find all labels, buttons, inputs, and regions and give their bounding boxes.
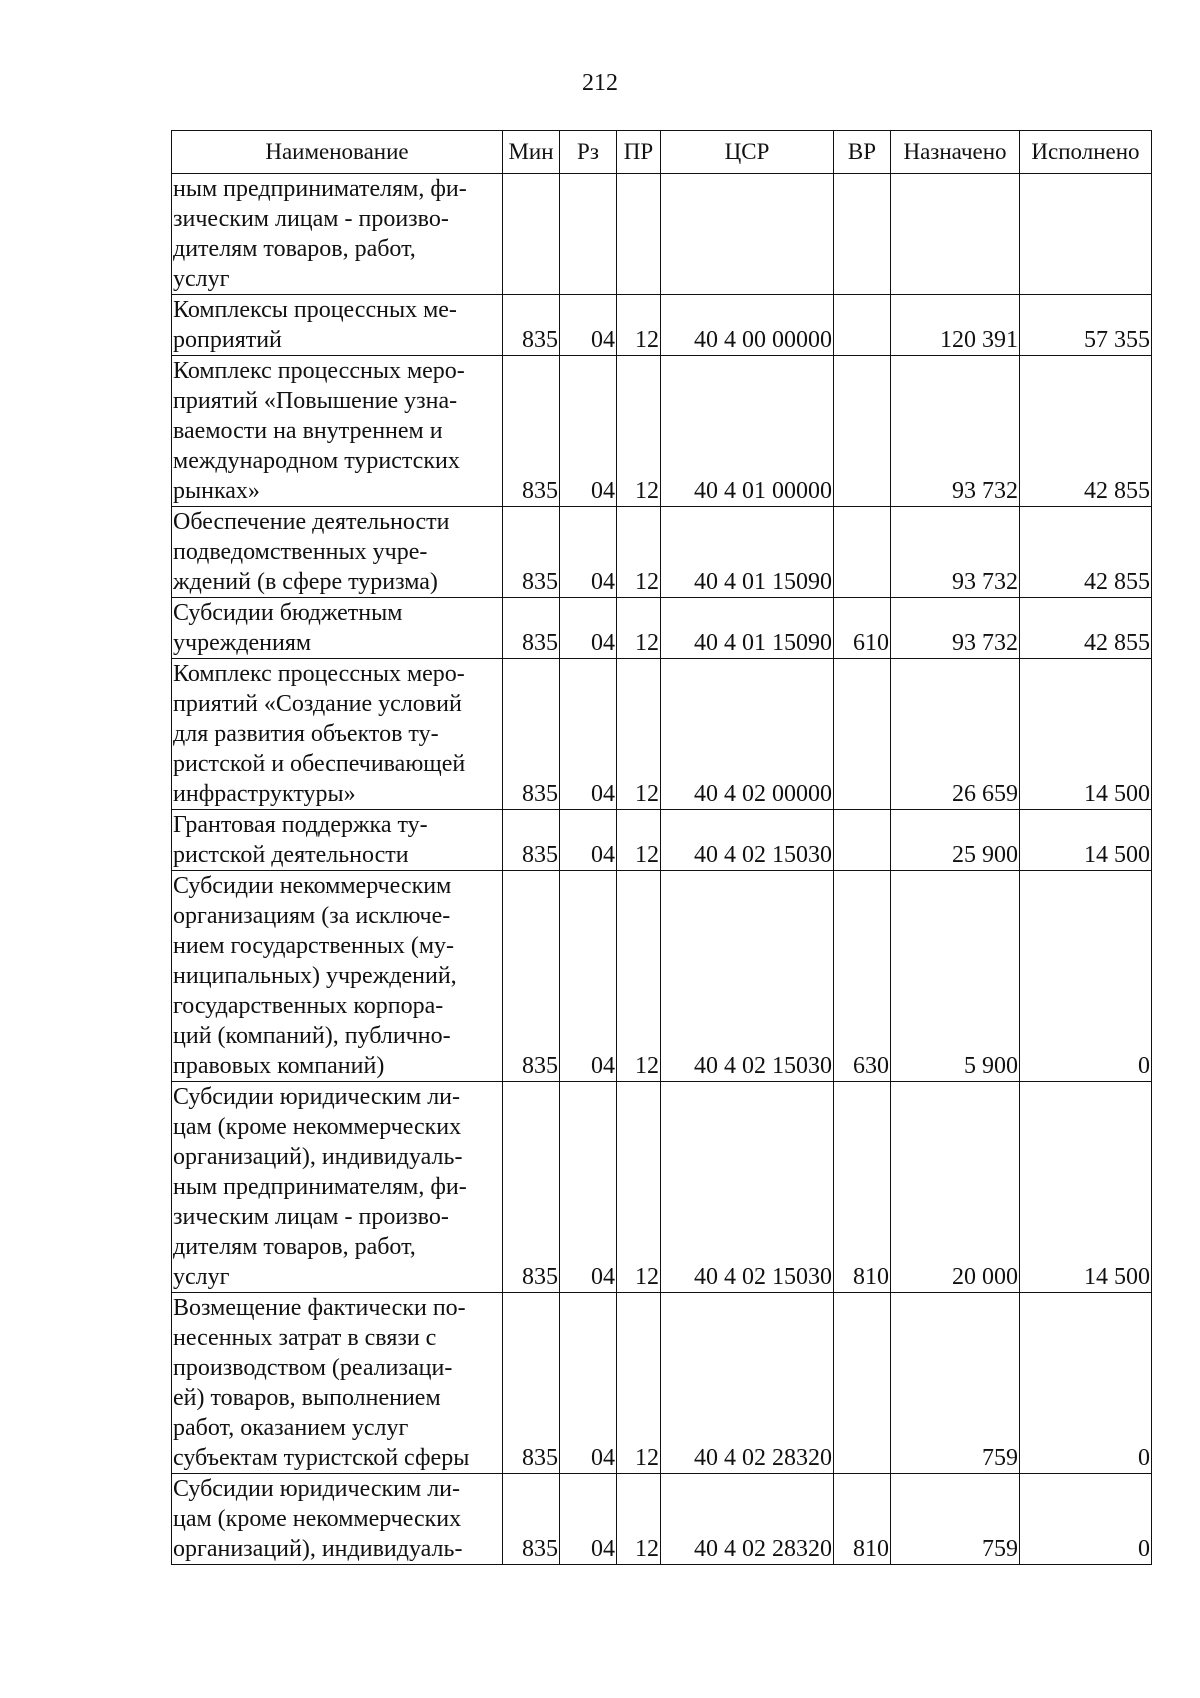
header-vr: ВР — [834, 131, 891, 174]
cell-assigned: 5 900 — [891, 871, 1020, 1082]
cell-assigned: 93 732 — [891, 507, 1020, 598]
cell-name-line: организаций), индивидуаль- — [173, 1536, 463, 1562]
cell-rz: 04 — [560, 598, 617, 659]
cell-name-line: правовых компаний) — [173, 1053, 385, 1079]
cell-name — [172, 507, 503, 598]
cell-name-line: работ, оказанием услуг — [173, 1415, 409, 1441]
table-row — [172, 507, 1152, 598]
cell-name — [172, 659, 503, 810]
cell-assigned: 120 391 — [891, 295, 1020, 356]
table-row — [172, 295, 1152, 356]
cell-min: 835 — [503, 1082, 560, 1293]
cell-rz: 04 — [560, 295, 617, 356]
cell-name-line: Субсидии бюджетным — [173, 600, 403, 626]
cell-executed: 42 855 — [1020, 356, 1152, 507]
cell-min: 835 — [503, 598, 560, 659]
cell-name-line: цам (кроме некоммерческих — [173, 1114, 462, 1140]
cell-name-line: для развития объектов ту- — [173, 721, 439, 747]
cell-name-line: зическим лицам - произво- — [173, 1204, 449, 1230]
cell-executed: 0 — [1020, 871, 1152, 1082]
cell-assigned: 25 900 — [891, 810, 1020, 871]
header-name: Наименование — [172, 131, 503, 174]
cell-name-line: дителям товаров, работ, — [173, 236, 416, 262]
cell-name-line: ным предпринимателям, фи- — [173, 176, 467, 202]
cell-executed: 0 — [1020, 1474, 1152, 1565]
cell-name-line: Субсидии некоммерческим — [173, 873, 452, 899]
cell-name-line: роприятий — [173, 327, 282, 353]
cell-csr: 40 4 00 00000 — [661, 295, 834, 356]
cell-name — [172, 871, 503, 1082]
cell-assigned: 93 732 — [891, 598, 1020, 659]
header-executed: Исполнено — [1020, 131, 1152, 174]
cell-vr — [834, 174, 891, 295]
cell-executed: 0 — [1020, 1293, 1152, 1474]
cell-name-line: Обеспечение деятельности — [173, 509, 450, 535]
cell-assigned: 26 659 — [891, 659, 1020, 810]
cell-rz: 04 — [560, 356, 617, 507]
cell-name-line: учреждениям — [173, 630, 312, 656]
cell-name-line: Комплексы процессных ме- — [173, 297, 457, 323]
cell-name-line: ным предпринимателям, фи- — [173, 1174, 467, 1200]
cell-vr — [834, 356, 891, 507]
cell-name — [172, 1082, 503, 1293]
header-csr: ЦСР — [661, 131, 834, 174]
cell-name-line: ей) товаров, выполнением — [173, 1385, 441, 1411]
header-pr: ПР — [617, 131, 661, 174]
cell-name-line: приятий «Повышение узна- — [173, 388, 458, 414]
cell-pr: 12 — [617, 871, 661, 1082]
cell-pr — [617, 174, 661, 295]
cell-min: 835 — [503, 507, 560, 598]
cell-vr: 630 — [834, 871, 891, 1082]
cell-vr — [834, 810, 891, 871]
cell-name-line: государственных корпора- — [173, 993, 444, 1019]
cell-csr: 40 4 02 15030 — [661, 871, 834, 1082]
header-min: Мин — [503, 131, 560, 174]
cell-rz: 04 — [560, 659, 617, 810]
cell-name-line: Грантовая поддержка ту- — [173, 812, 428, 838]
cell-rz: 04 — [560, 1293, 617, 1474]
cell-min: 835 — [503, 1474, 560, 1565]
cell-rz: 04 — [560, 1082, 617, 1293]
cell-executed: 42 855 — [1020, 598, 1152, 659]
cell-name-line: Комплекс процессных меро- — [173, 358, 465, 384]
page-number: 212 — [582, 70, 618, 96]
cell-vr — [834, 295, 891, 356]
table-row — [172, 1474, 1152, 1565]
table-row — [172, 598, 1152, 659]
cell-name — [172, 295, 503, 356]
cell-vr — [834, 507, 891, 598]
cell-name-line: Субсидии юридическим ли- — [173, 1084, 461, 1110]
cell-csr: 40 4 02 15030 — [661, 810, 834, 871]
table-row — [172, 356, 1152, 507]
cell-pr: 12 — [617, 1293, 661, 1474]
cell-name-line: нием государственных (му- — [173, 933, 455, 959]
cell-name-line: организаций), индивидуаль- — [173, 1144, 463, 1170]
cell-name — [172, 1474, 503, 1565]
table-row — [172, 1293, 1152, 1474]
cell-pr: 12 — [617, 295, 661, 356]
cell-name-line: ваемости на внутреннем и — [173, 418, 443, 444]
cell-executed: 42 855 — [1020, 507, 1152, 598]
cell-rz: 04 — [560, 507, 617, 598]
cell-min: 835 — [503, 871, 560, 1082]
cell-rz: 04 — [560, 871, 617, 1082]
cell-csr: 40 4 02 28320 — [661, 1474, 834, 1565]
cell-name-line: ций (компаний), публично- — [173, 1023, 451, 1049]
cell-name-line: ристской и обеспечивающей — [173, 751, 466, 777]
cell-assigned: 759 — [891, 1293, 1020, 1474]
cell-name-line: Возмещение фактически по- — [173, 1295, 466, 1321]
cell-assigned: 759 — [891, 1474, 1020, 1565]
cell-min: 835 — [503, 810, 560, 871]
cell-pr: 12 — [617, 507, 661, 598]
cell-rz — [560, 174, 617, 295]
cell-vr: 610 — [834, 598, 891, 659]
cell-name — [172, 810, 503, 871]
cell-name-line: ниципальных) учреждений, — [173, 963, 457, 989]
table-row — [172, 871, 1152, 1082]
cell-name-line: подведомственных учре- — [173, 539, 428, 565]
cell-min — [503, 174, 560, 295]
table-row — [172, 1082, 1152, 1293]
cell-pr: 12 — [617, 810, 661, 871]
cell-csr: 40 4 01 00000 — [661, 356, 834, 507]
cell-executed: 14 500 — [1020, 810, 1152, 871]
cell-executed — [1020, 174, 1152, 295]
cell-pr: 12 — [617, 356, 661, 507]
cell-vr: 810 — [834, 1474, 891, 1565]
cell-csr: 40 4 01 15090 — [661, 598, 834, 659]
cell-min: 835 — [503, 356, 560, 507]
cell-csr: 40 4 02 28320 — [661, 1293, 834, 1474]
cell-executed: 57 355 — [1020, 295, 1152, 356]
cell-pr: 12 — [617, 1474, 661, 1565]
cell-name-line: Комплекс процессных меро- — [173, 661, 465, 687]
cell-name-line: услуг — [173, 266, 230, 292]
cell-executed: 14 500 — [1020, 1082, 1152, 1293]
cell-name — [172, 356, 503, 507]
table-row — [172, 810, 1152, 871]
cell-vr — [834, 659, 891, 810]
cell-min: 835 — [503, 659, 560, 810]
cell-csr: 40 4 02 00000 — [661, 659, 834, 810]
cell-name-line: приятий «Создание условий — [173, 691, 462, 717]
cell-csr: 40 4 02 15030 — [661, 1082, 834, 1293]
budget-table — [171, 130, 1152, 1565]
cell-vr — [834, 1293, 891, 1474]
header-assigned: Назначено — [891, 131, 1020, 174]
cell-executed: 14 500 — [1020, 659, 1152, 810]
cell-name-line: цам (кроме некоммерческих — [173, 1506, 462, 1532]
cell-name-line: ждений (в сфере туризма) — [173, 569, 438, 595]
cell-min: 835 — [503, 295, 560, 356]
cell-rz: 04 — [560, 810, 617, 871]
cell-csr: 40 4 01 15090 — [661, 507, 834, 598]
table-body — [172, 174, 1152, 1565]
cell-pr: 12 — [617, 659, 661, 810]
header-rz: Рз — [560, 131, 617, 174]
cell-name-line: несенных затрат в связи с — [173, 1325, 437, 1351]
cell-pr: 12 — [617, 1082, 661, 1293]
table-row — [172, 174, 1152, 295]
cell-rz: 04 — [560, 1474, 617, 1565]
cell-name-line: субъектам туристской сферы — [173, 1445, 470, 1471]
cell-csr — [661, 174, 834, 295]
cell-name-line: дителям товаров, работ, — [173, 1234, 416, 1260]
cell-assigned: 93 732 — [891, 356, 1020, 507]
cell-name-line: ристской деятельности — [173, 842, 409, 868]
cell-vr: 810 — [834, 1082, 891, 1293]
cell-name — [172, 1293, 503, 1474]
cell-name-line: услуг — [173, 1264, 230, 1290]
cell-name — [172, 174, 503, 295]
cell-name-line: производством (реализаци- — [173, 1355, 453, 1381]
cell-name-line: инфраструктуры» — [173, 781, 356, 807]
cell-name-line: рынках» — [173, 478, 260, 504]
cell-name-line: организациям (за исключе- — [173, 903, 451, 929]
cell-name-line: Субсидии юридическим ли- — [173, 1476, 461, 1502]
cell-assigned: 20 000 — [891, 1082, 1020, 1293]
cell-assigned — [891, 174, 1020, 295]
cell-min: 835 — [503, 1293, 560, 1474]
table-row — [172, 659, 1152, 810]
cell-pr: 12 — [617, 598, 661, 659]
header-row — [172, 131, 1152, 174]
cell-name-line: зическим лицам - произво- — [173, 206, 449, 232]
cell-name-line: международном туристских — [173, 448, 460, 474]
cell-name — [172, 598, 503, 659]
